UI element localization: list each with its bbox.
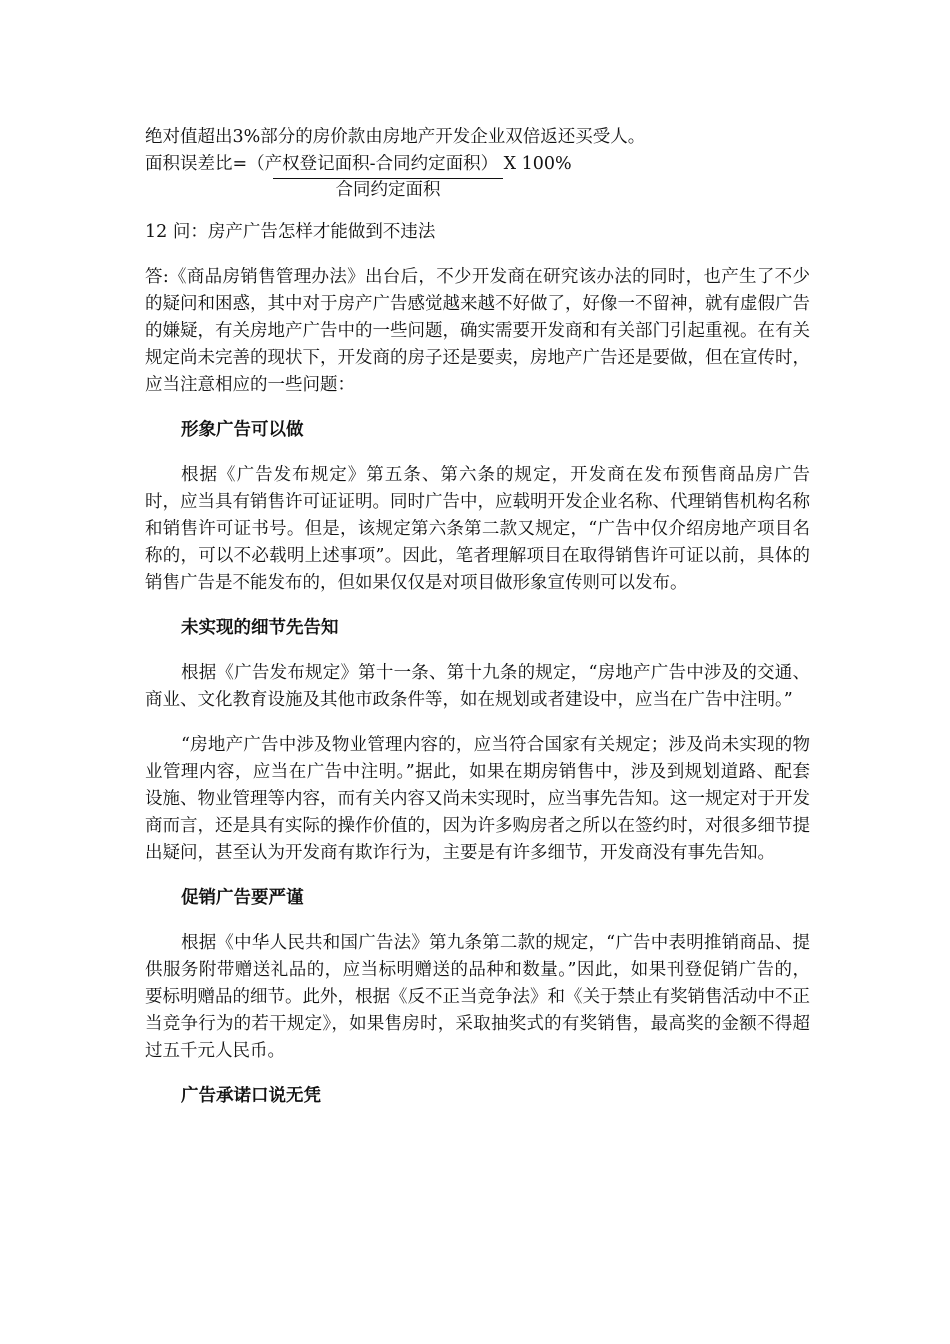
paragraph-image-ads: 根据《广告发布规定》第五条、第六条的规定，开发商在发布预售商品房广告时，应当具有销售许可证证明。同时广告中，应载明开发企业名称、代理销售机构名称和销售许可证书号。但是，该规定第六条第二款又规定，“广告中仅介绍房地产项目名称的，可以不必载明上述事项”。因此，笔者理解项目在取得销售许可证以前，具体的销售广告是不能发布的，但如果仅仅是对项目做形象宣传则可以发布。 bbox=[145, 465, 810, 593]
section-heading-ad-promises: 广告承诺口说无凭 bbox=[181, 1086, 321, 1106]
formula-denominator: 合同约定面积 bbox=[273, 178, 503, 201]
document-body bbox=[145, 124, 810, 1110]
area-error-formula: 面积误差比=（产权登记面积-合同约定面积） X 100% bbox=[145, 154, 572, 174]
paragraph-notify-details-2: “房地产广告中涉及物业管理内容的，应当符合国家有关规定；涉及尚未实现的物业管理内容，应当在广告中注明。”据此，如果在期房销售中，涉及到规划道路、配套设施、物业管理等内容，而有关内容又尚未实现时，应当事先告知。这一规定对于开发商而言，还是具有实际的操作价值的，因为许多购房者之所以在签约时，对很多细节提出疑问，甚至认为开发商有欺诈行为，主要是有许多细节，开发商没有事先告知。 bbox=[145, 735, 810, 863]
section-heading-image-ads: 形象广告可以做 bbox=[181, 420, 304, 440]
intro-line: 绝对值超出3%部分的房价款由房地产开发企业双倍返还买受人。 bbox=[145, 127, 646, 147]
section-heading-notify-details: 未实现的细节先告知 bbox=[181, 618, 339, 638]
paragraph-notify-details-1: 根据《广告发布规定》第十一条、第十九条的规定，“房地产广告中涉及的交通、商业、文化教育设施及其他市政条件等，如在规划或者建设中，应当在广告中注明。” bbox=[145, 663, 810, 710]
paragraph-promotion-ads: 根据《中华人民共和国广告法》第九条第二款的规定，“广告中表明推销商品、提供服务附带赠送礼品的，应当标明赠送的品种和数量。”因此，如果刊登促销广告的，要标明赠品的细节。此外，根据《反不正当竞争法》和《关于禁止有奖销售活动中不正当竞争行为的若干规定》，如果售房时，采取抽奖式的有奖销售，最高奖的金额不得超过五千元人民币。 bbox=[145, 933, 810, 1061]
question-title: 12 问：房产广告怎样才能做到不违法 bbox=[145, 222, 436, 242]
answer-paragraph: 答:《商品房销售管理办法》出台后，不少开发商在研究该办法的同时，也产生了不少的疑问和困惑，其中对于房产广告感觉越来越不好做了，好像一不留神，就有虚假广告的嫌疑，有关房地产广告中的一些问题，确实需要开发商和有关部门引起重视。在有关规定尚未完善的现状下，开发商的房子还是要卖，房地产广告还是要做，但在宣传时，应当注意相应的一些问题： bbox=[145, 267, 810, 395]
section-heading-promotion-ads: 促销广告要严谨 bbox=[181, 888, 304, 908]
